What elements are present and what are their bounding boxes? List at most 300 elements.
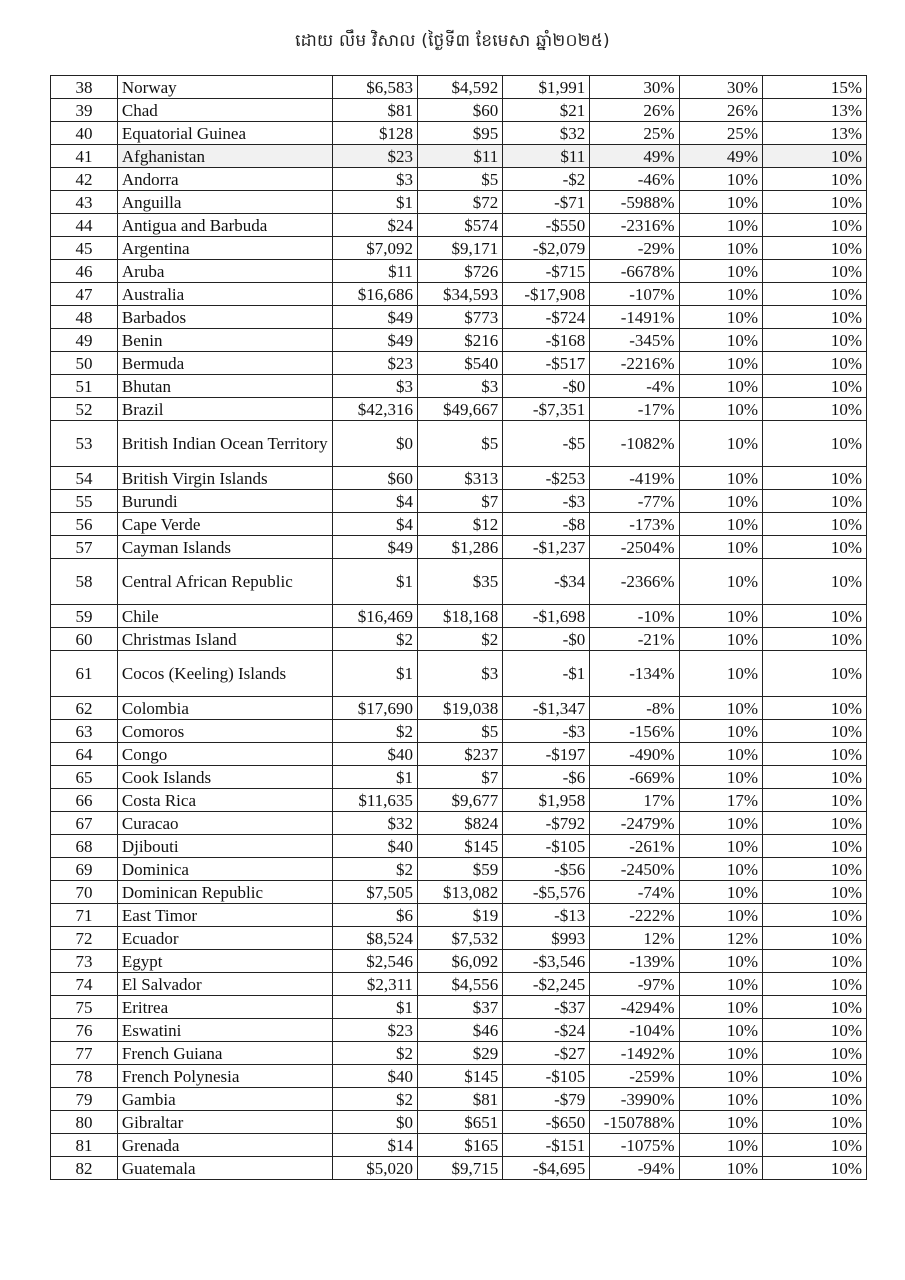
country-name: Cayman Islands (117, 536, 332, 559)
table-row (51, 835, 867, 858)
value-col-1: $81 (332, 99, 417, 122)
value-col-3: -$5,576 (503, 881, 590, 904)
percent-col-3: 10% (763, 260, 867, 283)
percent-col-1: -1492% (590, 1042, 679, 1065)
value-col-2: $3 (417, 375, 502, 398)
percent-col-3: 10% (763, 904, 867, 927)
row-number: 51 (51, 375, 118, 398)
value-col-2: $4,592 (417, 76, 502, 99)
percent-col-2: 10% (679, 260, 762, 283)
percent-col-2: 10% (679, 1065, 762, 1088)
country-name: British Indian Ocean Territory (117, 421, 332, 467)
table-row (51, 628, 867, 651)
row-number: 45 (51, 237, 118, 260)
percent-col-1: -222% (590, 904, 679, 927)
percent-col-3: 10% (763, 1065, 867, 1088)
percent-col-1: -5988% (590, 191, 679, 214)
row-number: 71 (51, 904, 118, 927)
value-col-2: $165 (417, 1134, 502, 1157)
percent-col-2: 10% (679, 375, 762, 398)
percent-col-2: 10% (679, 352, 762, 375)
value-col-3: -$1,698 (503, 605, 590, 628)
percent-col-2: 10% (679, 421, 762, 467)
country-name: Central African Republic (117, 559, 332, 605)
row-number: 76 (51, 1019, 118, 1042)
value-col-3: -$168 (503, 329, 590, 352)
table-row (51, 145, 867, 168)
value-col-3: -$4,695 (503, 1157, 590, 1180)
value-col-1: $32 (332, 812, 417, 835)
value-col-2: $18,168 (417, 605, 502, 628)
row-number: 44 (51, 214, 118, 237)
value-col-3: -$56 (503, 858, 590, 881)
value-col-2: $313 (417, 467, 502, 490)
country-name: Argentina (117, 237, 332, 260)
percent-col-1: -46% (590, 168, 679, 191)
percent-col-1: -77% (590, 490, 679, 513)
value-col-2: $2 (417, 628, 502, 651)
percent-col-2: 10% (679, 283, 762, 306)
percent-col-3: 15% (763, 76, 867, 99)
table-row (51, 720, 867, 743)
percent-col-1: -669% (590, 766, 679, 789)
country-name: Gibraltar (117, 1111, 332, 1134)
country-name: Eswatini (117, 1019, 332, 1042)
table-row (51, 973, 867, 996)
value-col-3: -$151 (503, 1134, 590, 1157)
country-name: Benin (117, 329, 332, 352)
country-name: Christmas Island (117, 628, 332, 651)
row-number: 39 (51, 99, 118, 122)
value-col-2: $540 (417, 352, 502, 375)
value-col-2: $12 (417, 513, 502, 536)
value-col-3: -$105 (503, 1065, 590, 1088)
percent-col-2: 10% (679, 329, 762, 352)
table-row (51, 513, 867, 536)
country-name: British Virgin Islands (117, 467, 332, 490)
value-col-1: $1 (332, 651, 417, 697)
country-name: Egypt (117, 950, 332, 973)
value-col-1: $11 (332, 260, 417, 283)
percent-col-2: 10% (679, 651, 762, 697)
percent-col-1: -150788% (590, 1111, 679, 1134)
value-col-2: $9,171 (417, 237, 502, 260)
value-col-2: $60 (417, 99, 502, 122)
value-col-2: $237 (417, 743, 502, 766)
value-col-2: $3 (417, 651, 502, 697)
percent-col-3: 10% (763, 1088, 867, 1111)
row-number: 53 (51, 421, 118, 467)
percent-col-2: 12% (679, 927, 762, 950)
value-col-3: -$724 (503, 306, 590, 329)
percent-col-1: -8% (590, 697, 679, 720)
value-col-1: $7,092 (332, 237, 417, 260)
value-col-1: $42,316 (332, 398, 417, 421)
row-number: 52 (51, 398, 118, 421)
percent-col-1: -2504% (590, 536, 679, 559)
value-col-1: $40 (332, 835, 417, 858)
percent-col-1: -107% (590, 283, 679, 306)
percent-col-3: 10% (763, 651, 867, 697)
country-name: Burundi (117, 490, 332, 513)
country-name: Afghanistan (117, 145, 332, 168)
value-col-1: $4 (332, 490, 417, 513)
percent-col-2: 10% (679, 1019, 762, 1042)
table-row (51, 1088, 867, 1111)
percent-col-1: 12% (590, 927, 679, 950)
percent-col-3: 10% (763, 329, 867, 352)
percent-col-3: 10% (763, 835, 867, 858)
table-row (51, 398, 867, 421)
row-number: 66 (51, 789, 118, 812)
row-number: 54 (51, 467, 118, 490)
table-row (51, 1042, 867, 1065)
row-number: 75 (51, 996, 118, 1019)
percent-col-3: 10% (763, 306, 867, 329)
table-row (51, 651, 867, 697)
percent-col-2: 10% (679, 950, 762, 973)
row-number: 55 (51, 490, 118, 513)
value-col-3: $11 (503, 145, 590, 168)
percent-col-2: 10% (679, 881, 762, 904)
value-col-3: -$37 (503, 996, 590, 1019)
percent-col-3: 10% (763, 1111, 867, 1134)
percent-col-2: 26% (679, 99, 762, 122)
table-row (51, 191, 867, 214)
value-col-3: -$24 (503, 1019, 590, 1042)
percent-col-1: -4% (590, 375, 679, 398)
percent-col-3: 10% (763, 398, 867, 421)
country-name: Brazil (117, 398, 332, 421)
table-row (51, 1157, 867, 1180)
percent-col-3: 10% (763, 766, 867, 789)
country-name: Aruba (117, 260, 332, 283)
percent-col-1: -2216% (590, 352, 679, 375)
value-col-3: -$2 (503, 168, 590, 191)
value-col-3: -$715 (503, 260, 590, 283)
value-col-2: $773 (417, 306, 502, 329)
value-col-3: -$253 (503, 467, 590, 490)
value-col-2: $7 (417, 766, 502, 789)
value-col-2: $651 (417, 1111, 502, 1134)
value-col-3: -$27 (503, 1042, 590, 1065)
row-number: 50 (51, 352, 118, 375)
value-col-1: $2 (332, 858, 417, 881)
table-row (51, 99, 867, 122)
value-col-2: $81 (417, 1088, 502, 1111)
percent-col-1: 17% (590, 789, 679, 812)
country-name: Curacao (117, 812, 332, 835)
value-col-1: $0 (332, 421, 417, 467)
value-col-3: -$8 (503, 513, 590, 536)
value-col-3: -$0 (503, 375, 590, 398)
value-col-2: $145 (417, 1065, 502, 1088)
row-number: 60 (51, 628, 118, 651)
value-col-2: $726 (417, 260, 502, 283)
percent-col-2: 10% (679, 858, 762, 881)
table-row (51, 858, 867, 881)
country-name: Costa Rica (117, 789, 332, 812)
percent-col-3: 10% (763, 812, 867, 835)
percent-col-3: 10% (763, 927, 867, 950)
row-number: 61 (51, 651, 118, 697)
percent-col-1: -94% (590, 1157, 679, 1180)
row-number: 72 (51, 927, 118, 950)
value-col-3: -$197 (503, 743, 590, 766)
percent-col-3: 10% (763, 168, 867, 191)
country-name: Gambia (117, 1088, 332, 1111)
percent-col-2: 10% (679, 214, 762, 237)
value-col-2: $19,038 (417, 697, 502, 720)
row-number: 79 (51, 1088, 118, 1111)
row-number: 47 (51, 283, 118, 306)
value-col-1: $0 (332, 1111, 417, 1134)
row-number: 74 (51, 973, 118, 996)
table-row (51, 1134, 867, 1157)
country-name: El Salvador (117, 973, 332, 996)
value-col-2: $19 (417, 904, 502, 927)
country-name: Ecuador (117, 927, 332, 950)
value-col-2: $37 (417, 996, 502, 1019)
percent-col-2: 10% (679, 605, 762, 628)
percent-col-1: -139% (590, 950, 679, 973)
percent-col-1: -74% (590, 881, 679, 904)
country-name: French Guiana (117, 1042, 332, 1065)
table-row (51, 329, 867, 352)
percent-col-1: -345% (590, 329, 679, 352)
value-col-1: $7,505 (332, 881, 417, 904)
country-name: Norway (117, 76, 332, 99)
value-col-2: $46 (417, 1019, 502, 1042)
percent-col-1: -2366% (590, 559, 679, 605)
percent-col-2: 10% (679, 1157, 762, 1180)
table-row (51, 1019, 867, 1042)
value-col-1: $11,635 (332, 789, 417, 812)
row-number: 78 (51, 1065, 118, 1088)
value-col-3: -$3 (503, 720, 590, 743)
country-name: Australia (117, 283, 332, 306)
table-row (51, 697, 867, 720)
country-name: French Polynesia (117, 1065, 332, 1088)
table-row (51, 490, 867, 513)
percent-col-1: -2316% (590, 214, 679, 237)
row-number: 56 (51, 513, 118, 536)
value-col-1: $40 (332, 743, 417, 766)
country-name: Djibouti (117, 835, 332, 858)
value-col-1: $5,020 (332, 1157, 417, 1180)
value-col-1: $3 (332, 168, 417, 191)
value-col-3: -$3 (503, 490, 590, 513)
percent-col-2: 17% (679, 789, 762, 812)
value-col-2: $145 (417, 835, 502, 858)
country-name: Dominica (117, 858, 332, 881)
percent-col-3: 10% (763, 789, 867, 812)
value-col-1: $6,583 (332, 76, 417, 99)
percent-col-2: 10% (679, 513, 762, 536)
value-col-3: -$17,908 (503, 283, 590, 306)
percent-col-1: -261% (590, 835, 679, 858)
row-number: 62 (51, 697, 118, 720)
value-col-1: $128 (332, 122, 417, 145)
row-number: 81 (51, 1134, 118, 1157)
value-col-2: $29 (417, 1042, 502, 1065)
percent-col-3: 10% (763, 996, 867, 1019)
value-col-1: $2,546 (332, 950, 417, 973)
percent-col-3: 10% (763, 283, 867, 306)
value-col-3: -$1,237 (503, 536, 590, 559)
value-col-1: $24 (332, 214, 417, 237)
row-number: 58 (51, 559, 118, 605)
percent-col-1: -17% (590, 398, 679, 421)
value-col-1: $40 (332, 1065, 417, 1088)
table-row (51, 421, 867, 467)
row-number: 65 (51, 766, 118, 789)
table-row (51, 881, 867, 904)
percent-col-2: 10% (679, 628, 762, 651)
percent-col-3: 10% (763, 145, 867, 168)
value-col-2: $72 (417, 191, 502, 214)
percent-col-3: 10% (763, 1019, 867, 1042)
percent-col-3: 13% (763, 99, 867, 122)
row-number: 38 (51, 76, 118, 99)
value-col-2: $5 (417, 720, 502, 743)
percent-col-1: -156% (590, 720, 679, 743)
percent-col-1: -3990% (590, 1088, 679, 1111)
row-number: 77 (51, 1042, 118, 1065)
value-col-1: $2 (332, 628, 417, 651)
table-row (51, 536, 867, 559)
row-number: 42 (51, 168, 118, 191)
value-col-2: $11 (417, 145, 502, 168)
value-col-3: -$6 (503, 766, 590, 789)
percent-col-1: -173% (590, 513, 679, 536)
percent-col-3: 10% (763, 628, 867, 651)
country-name: Bermuda (117, 352, 332, 375)
percent-col-3: 10% (763, 375, 867, 398)
table-row (51, 260, 867, 283)
percent-col-1: -6678% (590, 260, 679, 283)
value-col-3: -$1 (503, 651, 590, 697)
percent-col-1: 49% (590, 145, 679, 168)
row-number: 48 (51, 306, 118, 329)
table-row (51, 743, 867, 766)
value-col-3: -$2,245 (503, 973, 590, 996)
percent-col-2: 10% (679, 536, 762, 559)
table-row (51, 283, 867, 306)
row-number: 68 (51, 835, 118, 858)
row-number: 57 (51, 536, 118, 559)
percent-col-3: 10% (763, 950, 867, 973)
value-col-1: $16,469 (332, 605, 417, 628)
table-row (51, 1111, 867, 1134)
value-col-3: $1,991 (503, 76, 590, 99)
percent-col-1: 25% (590, 122, 679, 145)
table-row (51, 904, 867, 927)
value-col-3: -$7,351 (503, 398, 590, 421)
value-col-1: $6 (332, 904, 417, 927)
value-col-2: $59 (417, 858, 502, 881)
value-col-1: $2,311 (332, 973, 417, 996)
value-col-1: $17,690 (332, 697, 417, 720)
value-col-3: -$34 (503, 559, 590, 605)
table-row (51, 306, 867, 329)
percent-col-2: 10% (679, 168, 762, 191)
table-row (51, 375, 867, 398)
country-name: Grenada (117, 1134, 332, 1157)
percent-col-3: 10% (763, 881, 867, 904)
row-number: 41 (51, 145, 118, 168)
value-col-2: $216 (417, 329, 502, 352)
value-col-2: $7 (417, 490, 502, 513)
percent-col-2: 25% (679, 122, 762, 145)
country-name: Anguilla (117, 191, 332, 214)
percent-col-1: -134% (590, 651, 679, 697)
value-col-2: $49,667 (417, 398, 502, 421)
table-row (51, 789, 867, 812)
value-col-2: $35 (417, 559, 502, 605)
percent-col-3: 10% (763, 214, 867, 237)
value-col-3: -$2,079 (503, 237, 590, 260)
percent-col-2: 10% (679, 1111, 762, 1134)
value-col-3: -$650 (503, 1111, 590, 1134)
value-col-1: $2 (332, 720, 417, 743)
row-number: 69 (51, 858, 118, 881)
percent-col-1: -4294% (590, 996, 679, 1019)
value-col-2: $6,092 (417, 950, 502, 973)
value-col-1: $2 (332, 1042, 417, 1065)
value-col-1: $49 (332, 306, 417, 329)
value-col-2: $4,556 (417, 973, 502, 996)
value-col-3: -$71 (503, 191, 590, 214)
percent-col-2: 10% (679, 904, 762, 927)
country-name: Congo (117, 743, 332, 766)
percent-col-3: 10% (763, 1157, 867, 1180)
value-col-2: $95 (417, 122, 502, 145)
percent-col-2: 10% (679, 835, 762, 858)
country-name: East Timor (117, 904, 332, 927)
percent-col-2: 10% (679, 996, 762, 1019)
country-name: Cocos (Keeling) Islands (117, 651, 332, 697)
percent-col-1: -419% (590, 467, 679, 490)
value-col-1: $23 (332, 145, 417, 168)
value-col-1: $14 (332, 1134, 417, 1157)
value-col-2: $9,715 (417, 1157, 502, 1180)
table-row (51, 122, 867, 145)
percent-col-2: 30% (679, 76, 762, 99)
row-number: 64 (51, 743, 118, 766)
table-row (51, 168, 867, 191)
percent-col-3: 10% (763, 421, 867, 467)
percent-col-3: 10% (763, 513, 867, 536)
value-col-1: $60 (332, 467, 417, 490)
value-col-2: $7,532 (417, 927, 502, 950)
percent-col-1: -259% (590, 1065, 679, 1088)
percent-col-1: -1075% (590, 1134, 679, 1157)
percent-col-2: 10% (679, 306, 762, 329)
percent-col-1: -29% (590, 237, 679, 260)
row-number: 63 (51, 720, 118, 743)
percent-col-2: 10% (679, 191, 762, 214)
country-name: Eritrea (117, 996, 332, 1019)
value-col-3: -$550 (503, 214, 590, 237)
country-name: Chad (117, 99, 332, 122)
value-col-3: -$0 (503, 628, 590, 651)
table-row (51, 76, 867, 99)
row-number: 70 (51, 881, 118, 904)
percent-col-2: 10% (679, 467, 762, 490)
value-col-2: $34,593 (417, 283, 502, 306)
percent-col-1: -2450% (590, 858, 679, 881)
